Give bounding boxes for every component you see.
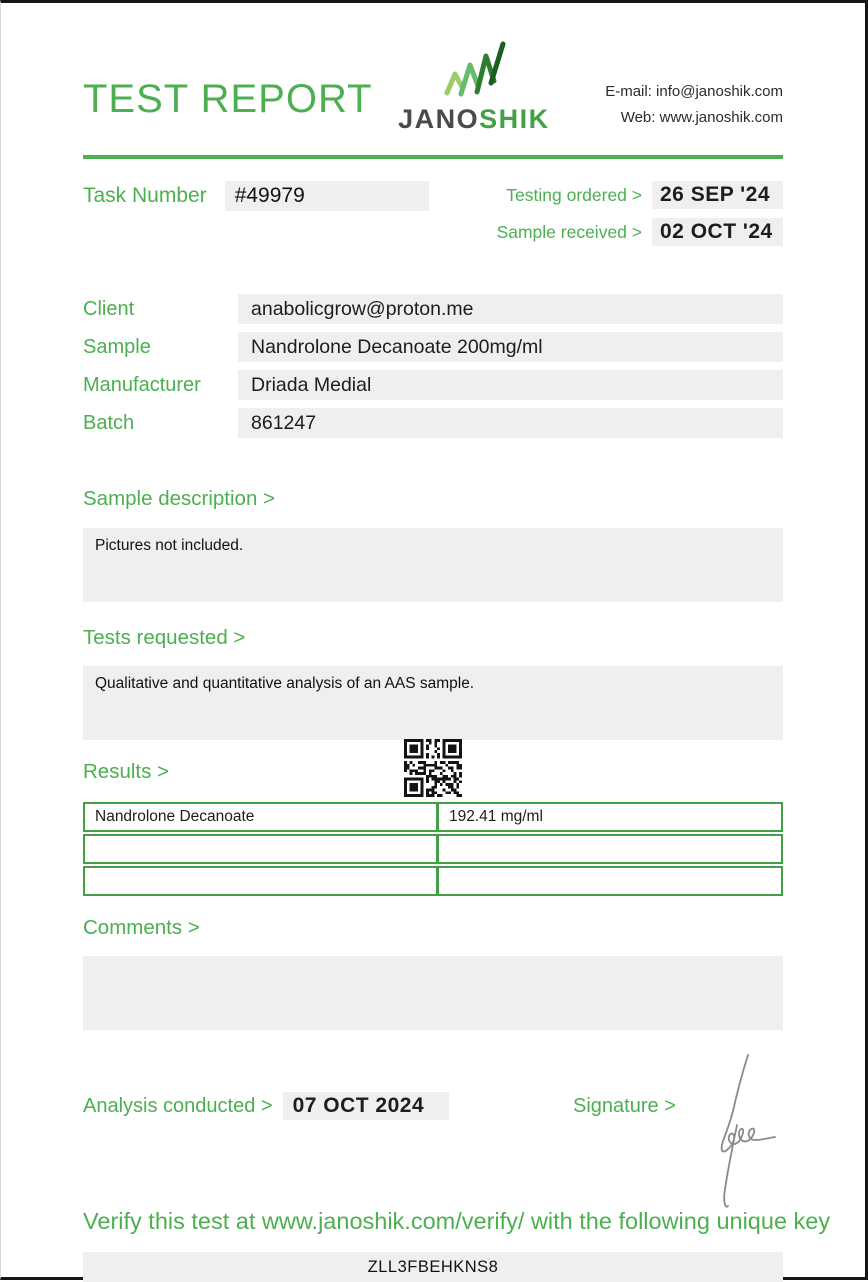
batch-label: Batch xyxy=(83,411,135,434)
result-cell xyxy=(436,868,781,894)
web-label: Web: xyxy=(620,109,656,127)
tests-requested-heading: Tests requested > xyxy=(83,626,246,649)
comments-heading: Comments > xyxy=(83,916,200,939)
verify-instruction: Verify this test at www.janoshik.com/verify/ with the following unique key xyxy=(83,1208,831,1234)
sample-info-section xyxy=(83,294,783,438)
testing-ordered-value: 26 SEP '24 xyxy=(652,181,783,209)
results-header xyxy=(83,740,783,802)
results-heading: Results > xyxy=(83,760,170,783)
logo-word-green: SHIK xyxy=(479,104,550,134)
result-cell xyxy=(436,836,781,862)
meta-row xyxy=(83,1092,783,1120)
testing-ordered-label: Testing ordered > xyxy=(506,184,642,205)
sample-label: Sample xyxy=(83,335,151,358)
task-number-value: #49979 xyxy=(225,181,429,211)
logo-wordmark xyxy=(398,104,550,135)
sample-received-row xyxy=(497,218,783,246)
batch-row xyxy=(83,408,783,438)
email-value[interactable]: info@janoshik.com xyxy=(656,83,783,100)
logo-word-dark: JANO xyxy=(398,104,480,134)
sample-received-label: Sample received > xyxy=(496,221,642,242)
sample-description-heading: Sample description > xyxy=(83,487,276,510)
page-title: TEST REPORT xyxy=(83,77,373,121)
manufacturer-row xyxy=(83,370,783,400)
client-row xyxy=(83,294,783,324)
batch-value: 861247 xyxy=(238,408,783,438)
sample-received-value: 02 OCT '24 xyxy=(652,218,783,246)
substance-cell xyxy=(85,868,436,894)
sample-row xyxy=(83,332,783,362)
table-row xyxy=(83,834,783,864)
manufacturer-label: Manufacturer xyxy=(83,373,201,396)
test-report-document xyxy=(1,39,865,1282)
task-number-label: Task Number xyxy=(83,184,207,207)
report-header xyxy=(83,39,783,135)
sample-description-box: Pictures not included. xyxy=(83,528,783,602)
sample-value: Nandrolone Decanoate 200mg/ml xyxy=(238,332,783,362)
janoshik-logo xyxy=(398,39,550,135)
substance-cell xyxy=(85,836,436,862)
header-divider xyxy=(83,155,783,159)
task-section xyxy=(83,181,783,246)
signature-image xyxy=(691,1049,791,1214)
tests-requested-box: Qualitative and quantitative analysis of an AAS sample. xyxy=(83,666,783,740)
chart-peaks-icon xyxy=(433,39,515,102)
qr-code-icon xyxy=(404,739,462,801)
result-cell: 192.41 mg/ml xyxy=(436,804,781,830)
verify-key: ZLL3FBEHKNS8 xyxy=(83,1252,783,1282)
email-label: E-mail: xyxy=(605,83,652,100)
table-row xyxy=(83,866,783,896)
contact-block xyxy=(605,79,783,132)
results-table xyxy=(83,802,783,896)
substance-cell: Nandrolone Decanoate xyxy=(95,808,255,825)
testing-ordered-row xyxy=(497,181,783,209)
comments-box xyxy=(83,956,783,1030)
manufacturer-value: Driada Medial xyxy=(238,370,783,400)
analysis-conducted-value: 07 OCT 2024 xyxy=(283,1092,449,1120)
client-value: anabolicgrow@proton.me xyxy=(238,294,783,324)
analysis-conducted-label: Analysis conducted > xyxy=(83,1094,273,1117)
client-label: Client xyxy=(83,297,135,320)
table-row xyxy=(83,802,783,832)
signature-label: Signature > xyxy=(573,1094,676,1117)
web-value[interactable]: www.janoshik.com xyxy=(659,109,783,127)
